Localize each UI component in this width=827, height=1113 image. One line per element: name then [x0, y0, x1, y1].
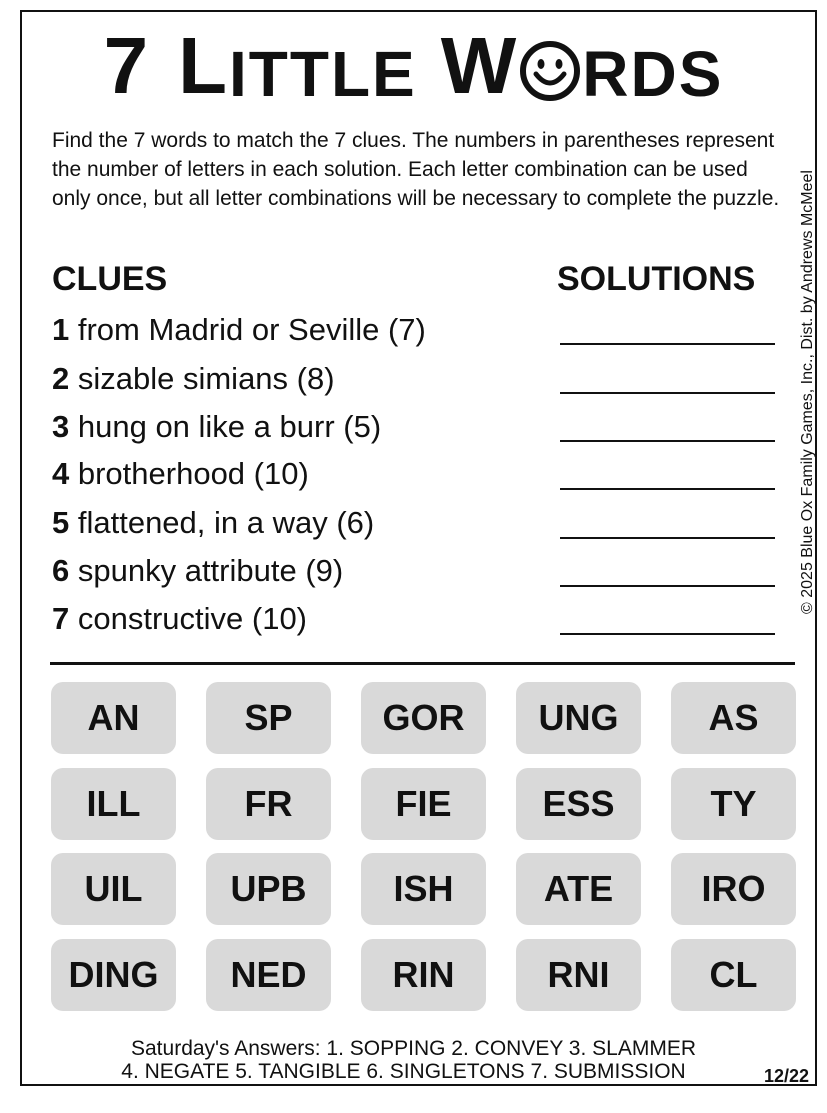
letter-tile[interactable]: ATE — [516, 853, 641, 925]
letter-tile[interactable]: NED — [206, 939, 331, 1011]
title-letter-w: W — [440, 21, 519, 110]
clue-number: 2 — [52, 361, 70, 396]
solution-blank-4[interactable] — [560, 488, 775, 490]
clue-2 — [52, 361, 335, 397]
clue-text: constructive (10) — [69, 601, 308, 636]
solution-blank-7[interactable] — [560, 633, 775, 635]
solution-blank-5[interactable] — [560, 537, 775, 539]
letter-tile[interactable]: ESS — [516, 768, 641, 840]
letter-tile[interactable]: DING — [51, 939, 176, 1011]
clue-5 — [52, 505, 374, 541]
letter-tile[interactable]: CL — [671, 939, 796, 1011]
instructions-text: Find the 7 words to match the 7 clues. The numbers in parentheses represent the number of letters in each solution. Each letter combination can be used only once, but all letter combinations will be necessary to complete the puzzle. — [52, 129, 780, 210]
solution-blank-2[interactable] — [560, 392, 775, 394]
letter-tile[interactable]: FIE — [361, 768, 486, 840]
letter-tile[interactable]: AN — [51, 682, 176, 754]
clue-number: 6 — [52, 553, 70, 588]
puzzle-date: 12/22 — [764, 1066, 810, 1086]
clue-number: 4 — [52, 456, 70, 491]
clue-7 — [52, 601, 307, 637]
letter-tile[interactable]: RIN — [361, 939, 486, 1011]
clue-text: spunky attribute (9) — [69, 553, 344, 588]
letter-tile[interactable]: ILL — [51, 768, 176, 840]
solution-blank-6[interactable] — [560, 585, 775, 587]
puzzle-title — [0, 21, 827, 110]
smiley-face-icon — [519, 40, 581, 102]
clue-text: flattened, in a way (6) — [69, 505, 375, 540]
title-number: 7 — [103, 21, 151, 110]
letter-tile[interactable]: IRO — [671, 853, 796, 925]
clue-text: hung on like a burr (5) — [69, 409, 382, 444]
letter-tile[interactable]: TY — [671, 768, 796, 840]
title-ittle: ITTLE — [228, 38, 417, 110]
clue-text: sizable simians (8) — [69, 361, 335, 396]
solutions-header: SOLUTIONS — [557, 260, 756, 298]
clue-number: 7 — [52, 601, 70, 636]
section-divider — [50, 662, 795, 665]
letter-tile[interactable]: UIL — [51, 853, 176, 925]
letter-tile[interactable]: FR — [206, 768, 331, 840]
clue-text: from Madrid or Seville (7) — [69, 312, 426, 347]
letter-tile[interactable]: GOR — [361, 682, 486, 754]
letter-tile[interactable]: UPB — [206, 853, 331, 925]
letter-tile[interactable]: UNG — [516, 682, 641, 754]
clue-number: 5 — [52, 505, 70, 540]
clue-4 — [52, 456, 309, 492]
solution-blank-3[interactable] — [560, 440, 775, 442]
clue-number: 1 — [52, 312, 70, 347]
previous-answers-line-2: 4. NEGATE 5. TANGIBLE 6. SINGLETONS 7. SUBMISSION — [121, 1060, 686, 1083]
letter-tile[interactable]: SP — [206, 682, 331, 754]
title-letter-l: L — [178, 21, 229, 110]
letter-tile[interactable]: RNI — [516, 939, 641, 1011]
clue-number: 3 — [52, 409, 70, 444]
clues-header: CLUES — [52, 260, 168, 298]
clue-6 — [52, 553, 343, 589]
title-rds: RDS — [582, 38, 724, 110]
solution-blank-1[interactable] — [560, 343, 775, 345]
clue-1 — [52, 312, 426, 348]
clue-3 — [52, 409, 381, 445]
letter-tile[interactable]: ISH — [361, 853, 486, 925]
previous-answers-line-1: Saturday's Answers: 1. SOPPING 2. CONVEY 3. SLAMMER — [131, 1037, 696, 1060]
letter-tile[interactable]: AS — [671, 682, 796, 754]
copyright-notice: © 2025 Blue Ox Family Games, Inc., Dist. by Andrews McMeel — [799, 170, 816, 614]
clue-text: brotherhood (10) — [69, 456, 309, 491]
